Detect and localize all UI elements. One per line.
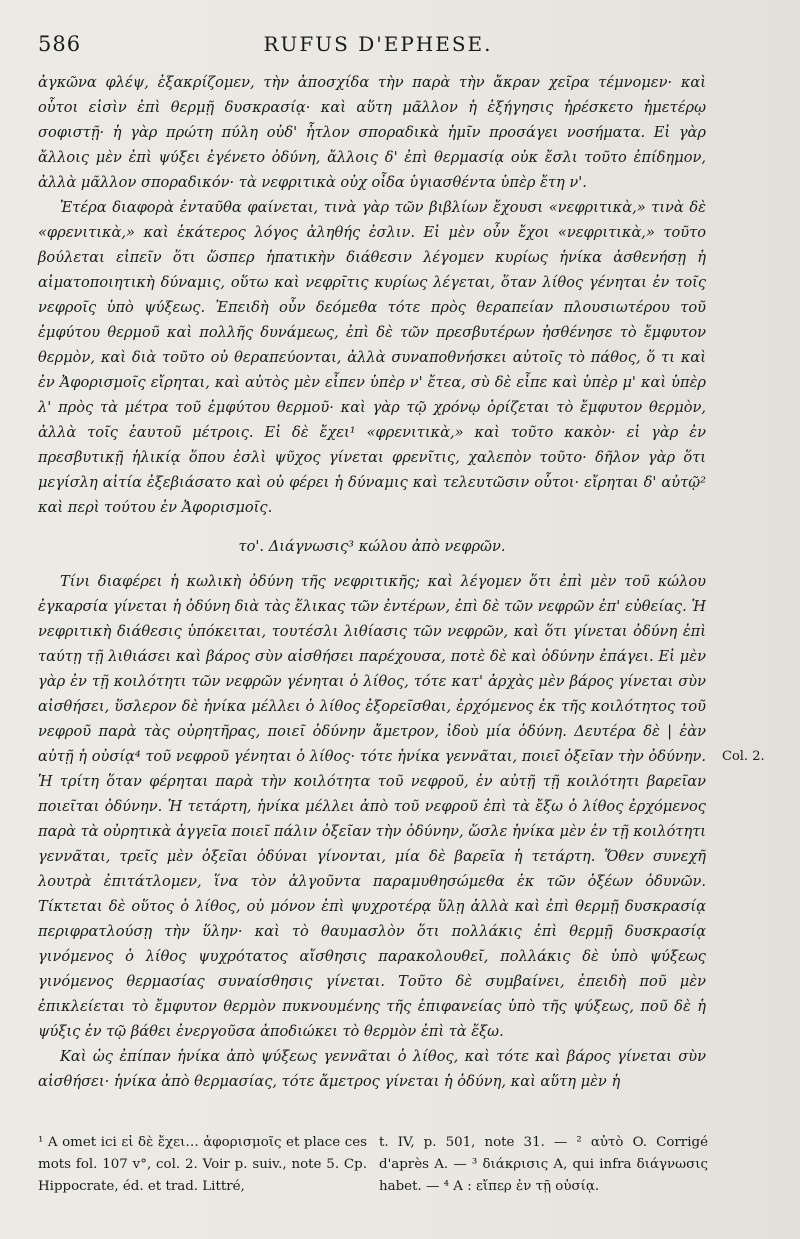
footnote-left: ¹ A omet ici εἰ δὲ ἔχει… ἀφορισμοῖς et place ces mots fol. 107 v°, col. 2. Voir p. suiv., note 5. Cp. Hippocrate, éd. et trad. Littré, [38, 1135, 367, 1194]
section-paragraph-2: Καὶ ὡς ἐπίπαν ἡνίκα ἀπὸ ψύξεως γεννᾶται ὁ λίθος, καὶ τότε καὶ βάρος γίνεται σὺν αἰσθήσει· ἡνίκα ἀπὸ θερμασίας, τότε ἄμετρος γίνεται ἡ ὀδύνη, καὶ αὕτη μὲν ἡ [38, 1048, 706, 1090]
page-header [38, 30, 718, 64]
main-text [38, 70, 706, 1094]
paragraph-1: ἀγκῶνα φλέψ, ἐξακρίζομεν, τὴν ἀποσχίδα τὴν παρὰ τὴν ἄκραν χεῖρα τέμνομεν· καὶ οὗτοι εἰσὶν ἐπὶ θερμῇ δυσκρασίᾳ· καὶ αὕτη μᾶλλον ἡ ἐξήγησις ἠρέσκετο ἡμετέρῳ σοφιστῇ· ἡ γὰρ πρώτη πύλη οὐδ' ἧτλον σποραδικὰ ἡμῖν προσάγει νοσήματα. Εἰ γὰρ ἄλλοις μὲν ἐπὶ ψύξει ἐγένετο ὀδύνη, ἄλλοις δ' ἐπὶ θερμασίᾳ οὐκ ἔσλι τοῦτο ἐπίδημον, ἀλλὰ μᾶλλον σποραδικόν· τὰ νεφριτικὰ οὐχ οἶδα ὑγιασθέντα ὑπὲρ ἔτη ν'. [38, 74, 706, 191]
page-number: 586 [38, 32, 82, 56]
section-heading: το'. Διάγνωσις³ κώλου ἀπὸ νεφρῶν. [238, 538, 506, 555]
running-title: RUFUS D'EPHESE. [263, 32, 493, 56]
marginal-note: Col. 2. [722, 749, 765, 764]
paragraph-2: Ἑτέρα διαφορὰ ἐνταῦθα φαίνεται, τινὰ γὰρ τῶν βιβλίων ἔχουσι «νεφριτικὰ,» τινὰ δὲ «φρενιτικὰ,» καὶ ἑκάτερος λόγος ἀληθής ἐσλιν. Εἰ μὲν οὖν ἔχοι «νεφριτικὰ,» τοῦτο βούλεται εἰπεῖν ὅτι ὥσπερ ἡπατικὴν διάθεσιν λέγομεν κυρίως ἡνίκα ἀσθενήσῃ ἡ αἱματοποιητικὴ δύναμις, οὕτω καὶ νεφρῖτις κυρίως λέγεται, ὅταν λίθος γένηται ἐν τοῖς νεφροῖς ὑπὸ ψύξεως. Ἐπειδὴ οὖν δεόμεθα τότε πρὸς θεραπείαν πλουσιωτέρου τοῦ ἐμφύτου θερμοῦ καὶ πολλῆς δυνάμεως, ἐπὶ δὲ τῶν πρεσβυτέρων ἠσθένησε τὸ ἔμφυτον θερμὸν, καὶ διὰ τοῦτο οὐ θεραπεύονται, ἀλλὰ συναποθνήσκει αὐτοῖς τὸ πάθος, ὅ τι καὶ ἐν Ἀφορισμοῖς εἴρηται, καὶ αὐτὸς μὲν εἶπεν ὑπὲρ ν' ἔτεα, σὺ δὲ εἶπε καὶ ὑπὲρ μ' καὶ ὑπὲρ λ' πρὸς τὰ μέτρα τοῦ ἐμφύτου θερμοῦ· καὶ γὰρ τῷ χρόνῳ ὁρίζεται τὸ ἔμφυτον θερμὸν, ἀλλὰ τοῖς ἑαυτοῦ μέτροις. Εἰ δὲ ἔχει¹ «φρενιτικὰ,» καὶ τοῦτο κακὸν· εἰ γὰρ ἐν πρεσβυτικῇ ἡλικίᾳ ὅπου ἐσλὶ ψῦχος γίνεται φρενῖτις, χαλεπὸν τοῦτο· δῆλον γὰρ ὅτι μεγίσλη αἰτία ἐξεβιάσατο καὶ οὐ φέρει ἡ δύναμις καὶ τελευτῶσιν οὗτοι· εἴρηται δ' αὐτῷ² καὶ περὶ τούτου ἐν Ἀφορισμοῖς. [38, 199, 706, 516]
section-paragraph-1: Τίνι διαφέρει ἡ κωλικὴ ὀδύνη τῆς νεφριτικῆς; καὶ λέγομεν ὅτι ἐπὶ μὲν τοῦ κώλου ἐγκαρσία γίνεται ἡ ὀδύνη διὰ τὰς ἕλικας τῶν ἐντέρων, ἐπὶ δὲ τῶν νεφρῶν ἐπ' εὐθείας. Ἡ νεφριτικὴ διάθεσις ὑπόκειται, τουτέσλι λιθίασις τῶν νεφρῶν, καὶ ὅτι γίνεται ὀδύνη ἐπὶ ταύτῃ τῇ λιθιάσει καὶ βάρος σὺν αἰσθήσει παρέχουσα, ποτὲ δὲ καὶ ὀδύνην ἐπάγει. Εἰ μὲν γὰρ ἐν τῇ κοιλότητι τῶν νεφρῶν γένηται ὁ λίθος, τότε κατ' ἀρχὰς μὲν βάρος γίνεται σὺν αἰσθήσει, ὕσλερον δὲ ἡνίκα μέλλει ὁ λίθος ἐξορεῖσθαι, ἐρχόμενος ἐκ τῆς κοιλότητος τοῦ νεφροῦ παρὰ τὰς οὐρητῆρας, ποιεῖ ὀδύνην ἄμετρον, ἰδοὺ μία ὀδύνη. Δευτέρα δὲ | ἐὰν αὐτῇ ἡ οὐσίᾳ⁴ τοῦ νεφροῦ γένηται ὁ λίθος· τότε ἡνίκα γεννᾶται, ποιεῖ ὀξεῖαν τὴν ὀδύνην. Ἡ τρίτη ὅταν φέρηται παρὰ τὴν κοιλότητα τοῦ νεφροῦ, ἐν αὐτῇ τῇ κοιλότητι βαρεῖαν ποιεῖται ὀδύνην. Ἡ τετάρτη, ἡνίκα μέλλει ἀπὸ τοῦ νεφροῦ ἐπὶ τὰ ἔξω ὁ λίθος ἐρχόμενος παρὰ τὰ οὐρητικὰ ἀγγεῖα ποιεῖ πάλιν ὀξεῖαν τὴν ὀδύνην, ὥσλε ἡνίκα μὲν ἐν τῇ κοιλότητι γεννᾶται, τρεῖς μὲν ὀξεῖαι ὀδύναι γίνονται, μία δὲ βαρεῖα ἡ τετάρτη. Ὅθεν συνεχῆ λουτρὰ ἐπιτάτλομεν, ἵνα τὸν ἀλγοῦντα παραμυθησώμεθα ἐκ τῶν ὀξέων ὀδυνῶν. Τίκτεται δὲ οὕτος ὁ λίθος, οὐ μόνον ἐπὶ ψυχροτέρᾳ ὕλῃ ἀλλὰ καὶ ἐπὶ θερμῇ δυσκρασίᾳ περιφρατλούσῃ τὴν ὕλην· καὶ τὸ θαυμασλὸν ὅτι πολλάκις ἐπὶ θερμῇ δυσκρασίᾳ γινόμενος ὁ λίθος ψυχρότατος αἴσθησις παρακολουθεῖ, πολλάκις δὲ ὑπὸ ψύξεως γινόμενος θερμασίας συναίσθησις γίνεται. Τοῦτο δὲ συμβαίνει, ἐπειδὴ ποῦ μὲν ἐπικλείεται τὸ ἔμφυτον θερμὸν πυκνουμένης τῆς ἐπιφανείας ὑπὸ τῆς ψύξεως, ποῦ δὲ ἡ ψύξις ἐν τῷ βάθει ἐνεργοῦσα ἀποδιώκει τὸ θερμὸν ἐπὶ τὰ ἔξω. [38, 573, 706, 1040]
footnote-right: t. IV, p. 501, note 31. — ² αὐτὸ O. Corrigé d'après A. — ³ διάκρισις A, qui infra διάγνωσις habet. — ⁴ A : εἴπερ ἐν τῇ οὐσίᾳ. [379, 1135, 708, 1194]
footnotes [38, 1132, 708, 1198]
